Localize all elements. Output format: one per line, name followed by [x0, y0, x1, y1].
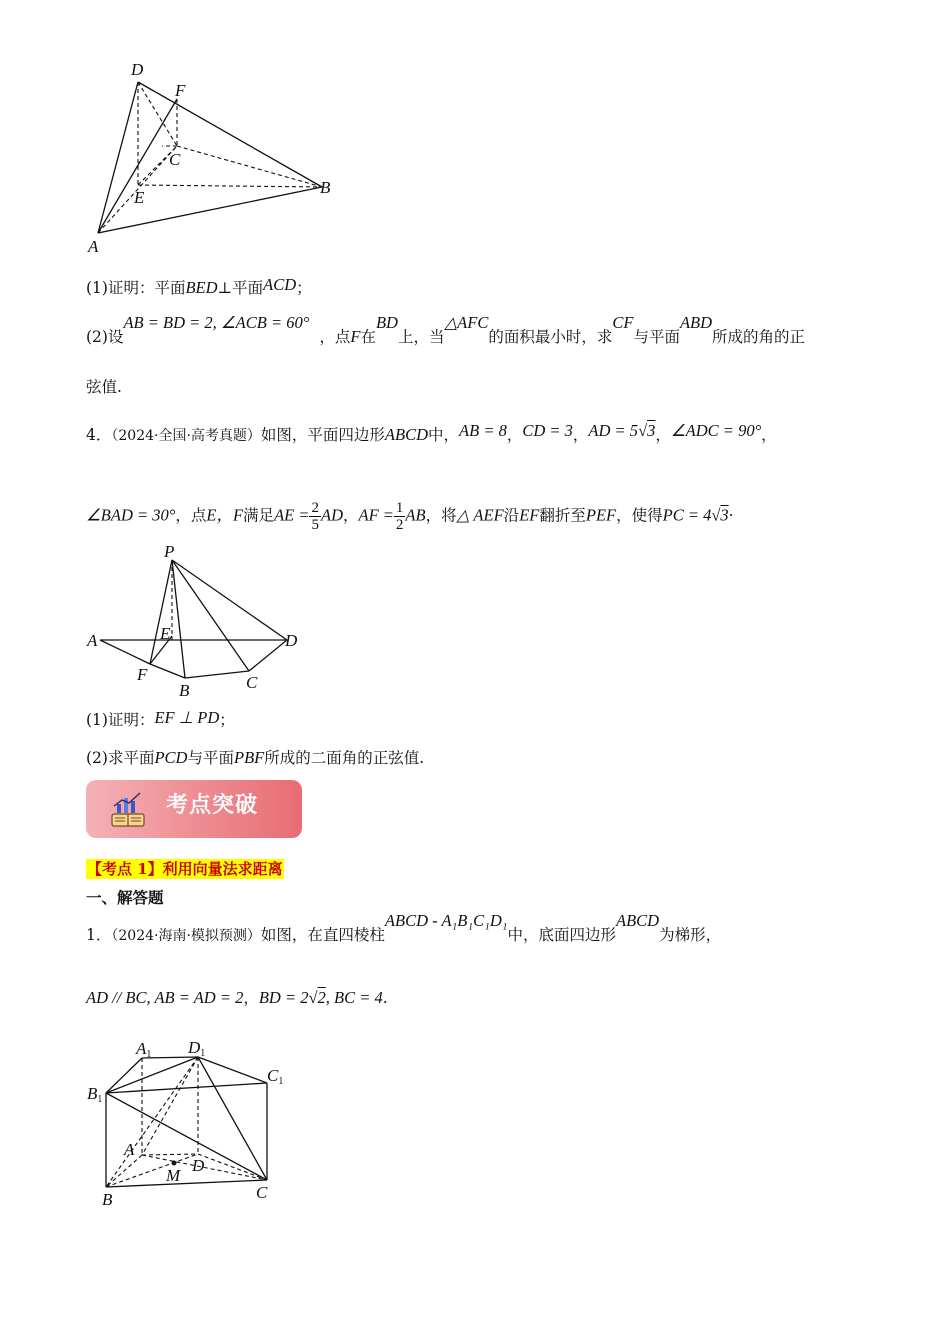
- q4-stem-line1: 4．（2024·全国·高考真题）如图，平面四边形ABCD中，AB = 8，CD = 3，AD = 5√3，∠ADC = 90°，: [86, 421, 777, 444]
- q4-label-p: P: [164, 542, 175, 561]
- q3-part2-cont: 弦值.: [86, 378, 122, 396]
- q1-label-d1: D1: [188, 1038, 206, 1059]
- q1-label-a1: A1: [136, 1039, 152, 1060]
- q3-label-a: A: [88, 237, 99, 256]
- q3-label-c: C: [169, 150, 181, 169]
- q4-label-c: C: [246, 673, 258, 692]
- q4-figure: [82, 540, 312, 705]
- q1-label-m: M: [166, 1166, 181, 1185]
- q1-stem-line2: AD // BC, AB = AD = 2，BD = 2√2, BC = 4.: [86, 988, 388, 1007]
- point-m-marker: [172, 1161, 177, 1166]
- q3-label-d: D: [131, 60, 144, 79]
- q3-figure: [80, 55, 350, 260]
- q3-part2: (2)设AB = BD = 2, ∠ACB = 60°，点F在BD上，当△AFC的面积最小时，求CF与平面ABD所成的角的正: [86, 313, 806, 346]
- q3-label-b: B: [320, 178, 331, 197]
- section-banner: [86, 780, 302, 838]
- q4-label-b: B: [179, 681, 190, 700]
- section-title: 一、解答题: [86, 888, 164, 907]
- q4-part1: (1)证明：EF ⊥ PD；: [86, 708, 235, 729]
- q4-label-e: E: [160, 624, 171, 643]
- banner-title: 考点突破: [166, 793, 259, 818]
- q3-label-f: F: [175, 81, 186, 100]
- q4-part2: (2)求平面PCD与平面PBF所成的二面角的正弦值.: [86, 748, 425, 767]
- q1-label-b1: B1: [87, 1084, 103, 1105]
- q3-part1: (1)证明：平面BED⊥平面ACD；: [86, 275, 312, 297]
- q1-figure: [82, 1035, 302, 1215]
- kaodian-label: 【考点 1】利用向量法求距离: [87, 860, 283, 878]
- q1-label-d: D: [192, 1156, 205, 1175]
- q4-label-d: D: [285, 631, 298, 650]
- q1-label-c: C: [256, 1183, 268, 1202]
- book-chart-icon: [108, 790, 148, 830]
- q3-label-e: E: [134, 188, 145, 207]
- q4-stem-line2: ∠BAD = 30°，点E，F满足AE = $\frac{2}{5}$ AD，AF = $\frac{1}{2}$ AB，将△ AEF沿EF翻折至PEF，使得PC = 4√3·: [86, 500, 734, 533]
- fraction-1-2: $\frac{1}{2}$: [395, 500, 404, 533]
- q1-label-a: A: [124, 1140, 135, 1159]
- q4-label-f: F: [137, 665, 148, 684]
- q4-label-a: A: [87, 631, 98, 650]
- q1-label-b: B: [102, 1190, 113, 1209]
- q1-label-c1: C1: [267, 1066, 284, 1087]
- q1-stem-line1: 1．（2024·海南·模拟预测）如图，在直四棱柱ABCD - A₁B₁C₁D₁中，底面四边形ABCD为梯形，: [86, 911, 722, 944]
- fraction-2-5: $\frac{2}{5}$: [311, 500, 319, 533]
